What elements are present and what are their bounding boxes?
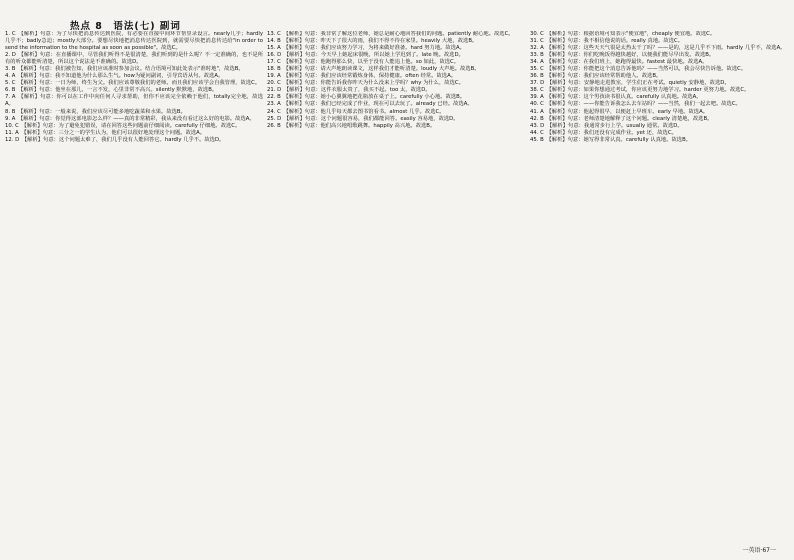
- answer-item: 25. D 【解析】句意：这个问题很容易，我们都能回答。easily 容易地，故选D。: [267, 115, 459, 122]
- answer-item: 16. D 【解析】句意：今天早上她起床很晚，所以她上学迟到了。late 晚。故选D。: [267, 52, 464, 59]
- answer-item: 14. B 【解析】句意：昨天下了很大的雨，我们不得不待在家里。heavily 大地，故选B。: [267, 38, 478, 45]
- answer-item: 12. D 【解析】句意：这个问题太难了，我们几乎没有人能回答它。hardly 几乎不。故选D。: [5, 136, 225, 143]
- answer-item: 36. B 【解析】句意：我们应该经常帮助他人。故选B。: [530, 73, 662, 80]
- answer-item: 37. D 【解析】句意：安静地走进教室，学生们正在考试。quietly 安静地，故选D。: [530, 80, 730, 87]
- answer-item: 24. C 【解析】句意：他几乎每天都去图书馆看书。almost 几乎。故选C。: [267, 108, 445, 115]
- answer-item: 34. A 【解析】句意：在我们班上，她跑得最快。fastest 最快地。故选A。: [530, 59, 708, 66]
- answer-item: 45. B 【解析】句意：她写得非常认真。carefully 认真地。故选B。: [530, 136, 692, 143]
- answer-item: 22. B 【解析】句意：她小心翼翼地把花瓶放在桌子上。carefully 小心地。故选B。: [267, 94, 466, 101]
- answer-item: 40. C 【解析】句意：——你能告诉我怎么去车站吗？——当然，我们一起去吧。故选C。: [530, 101, 741, 108]
- answer-item: 6. B 【解析】句意：他坐在那儿，一言不发，心里非常不高兴。silently 默默地，故选B。: [5, 87, 218, 94]
- text-column-left: [5, 31, 263, 541]
- answer-item: 2. D 【解析】句意：在直播课中，尽管我们听得不是很清楚，我们听到的是什么呢？不一定准确的，也不是所有的听众都能听清楚，所以这个说法是不准确的。故选D。: [5, 52, 263, 66]
- answer-item: 1. C 【解析】句意：为了尽快把消息传达到医院，有必要在直接中间环节帮里录设言。nearly几乎；hardly几乎不；badly急迫；mostly大部分。要想尽快地把消息传达医院到，就需要尽快把消息传达给"in order to send the information to the hospital as soon as possible"。故选C。: [5, 31, 263, 52]
- answer-item: 35. C 【解析】句意：你能把这个消息告诉他吗？——当然可以，我会尽快告诉他。故选C。: [530, 66, 747, 73]
- answer-item: 15. A 【解析】句意：我们应该努力学习，为将来做好准备。hard 努力地。故选A。: [267, 45, 465, 52]
- page-title: 热点 8 语法(七) 副词: [70, 21, 181, 32]
- answer-item: 41. A 【解析】句意：他起得很早，以便赶上早班车。early 早地。故选A。: [530, 108, 708, 115]
- answer-item: 18. B 【解析】句意：请大声地朗读课文，这样我们才能听清楚。loudly 大声地。故选B。: [267, 66, 480, 73]
- page-number: 一英语·67一: [742, 547, 776, 554]
- answer-item: 42. B 【解析】句意：老师清楚地解释了这个问题。clearly 清楚地，故选B。: [530, 115, 713, 122]
- answer-item: 19. A 【解析】句意：我们应该经常锻炼身体，保持健康。often 经常。故选A。: [267, 73, 457, 80]
- answer-item: 10. C 【解析】句意：为了避免犯错误，请在回答这些问题前仔细阅读。carefully 仔细地。故选C。: [5, 122, 241, 129]
- answer-item: 7. A 【解析】句意：你可以在工作中向任何人寻求帮助，但你不应该完全依赖于他们，totally完全地，故选A。: [5, 94, 263, 108]
- answer-item: 17. C 【解析】句意：他跑得那么快，以至于没有人能追上他。so 如此，故选C。: [267, 59, 460, 66]
- answer-item: 38. C 【解析】句意：如果你想通过考试，你应该更努力地学习。harder 更努力地。故选C。: [530, 87, 750, 94]
- answer-item: 21. D 【解析】句意：这件衣服太贵了，我买不起。too 太，故选D。: [267, 87, 431, 94]
- answer-item: 3. B 【解析】句意：我们被告知，我们应该准时参加会议。结合语境可知此处表示"准时地"，故选B。: [5, 66, 244, 73]
- text-column-middle: [267, 31, 525, 541]
- answer-item: 26. B 【解析】句意：他们高兴地唱歌跳舞。happily 高兴地。故选B。: [267, 122, 436, 129]
- answer-item: 30. C 【解析】句意：根据语境可知表示"便宜地"，cheaply 便宜地。故选C。: [530, 31, 716, 37]
- answer-item: 5. C 【解析】句意：一日为师，终生为父。我们应该尊敬我们的老师。而且我们应该学会自我管理，故选C。: [5, 80, 261, 87]
- answer-item: 39. A 【解析】句意：这个男孩读书很认真。carefully 认真地。故选A。: [530, 94, 702, 101]
- answer-item: 13. C 【解析】句意：我非常了解这位老师，她总是耐心地回答我们的问题。patiently 耐心地。故选C。: [267, 31, 514, 37]
- answer-item: 23. A 【解析】句意：我们已经完成了作业，现在可以去玩了。already 已经。故选A。: [267, 101, 473, 108]
- answer-item: 31. C 【解析】句意：我不相信他说的话。really 真地。故选C。: [530, 38, 684, 45]
- answer-item: 43. D 【解析】句意：我通常步行上学。usually 通常。故选D。: [530, 122, 683, 129]
- answer-item: 32. A 【解析】句意：这些天天气很是太热太干了吗？——是的，这是几乎不下雨。hardly 几乎不，故选A。: [530, 45, 786, 52]
- answer-item: 4. A 【解析】句意：我不知道他为什么那么生气。how为疑问副词，引导宾语从句。故选A。: [5, 73, 224, 80]
- answer-item: 11. A 【解析】句意：三分之一的学生认为，他们可以很好地处理这个问题。故选A。: [5, 129, 206, 136]
- answer-item: 20. C 【解析】句意：你能告诉我你昨天为什么没来上学吗？why 为什么，故选C。: [267, 80, 464, 87]
- text-column-right: [530, 31, 788, 541]
- answer-item: 33. B 【解析】句意：你们吃晚饭得越快越好，以便我们能尽早出发。故选B。: [530, 52, 715, 59]
- answer-item: 44. C 【解析】句意：我们还没有完成作业。yet 还，故选C。: [530, 129, 677, 136]
- answer-item: 8. B 【解析】句意：一般来说，我们应该尽可能多地吃蔬菜和水果。故选B。: [5, 108, 186, 115]
- answer-item: 9. A 【解析】句意：你觉得这部电影怎么样？——真的非常精彩，我从来没有看过这么好的电影。故选A。: [5, 115, 255, 122]
